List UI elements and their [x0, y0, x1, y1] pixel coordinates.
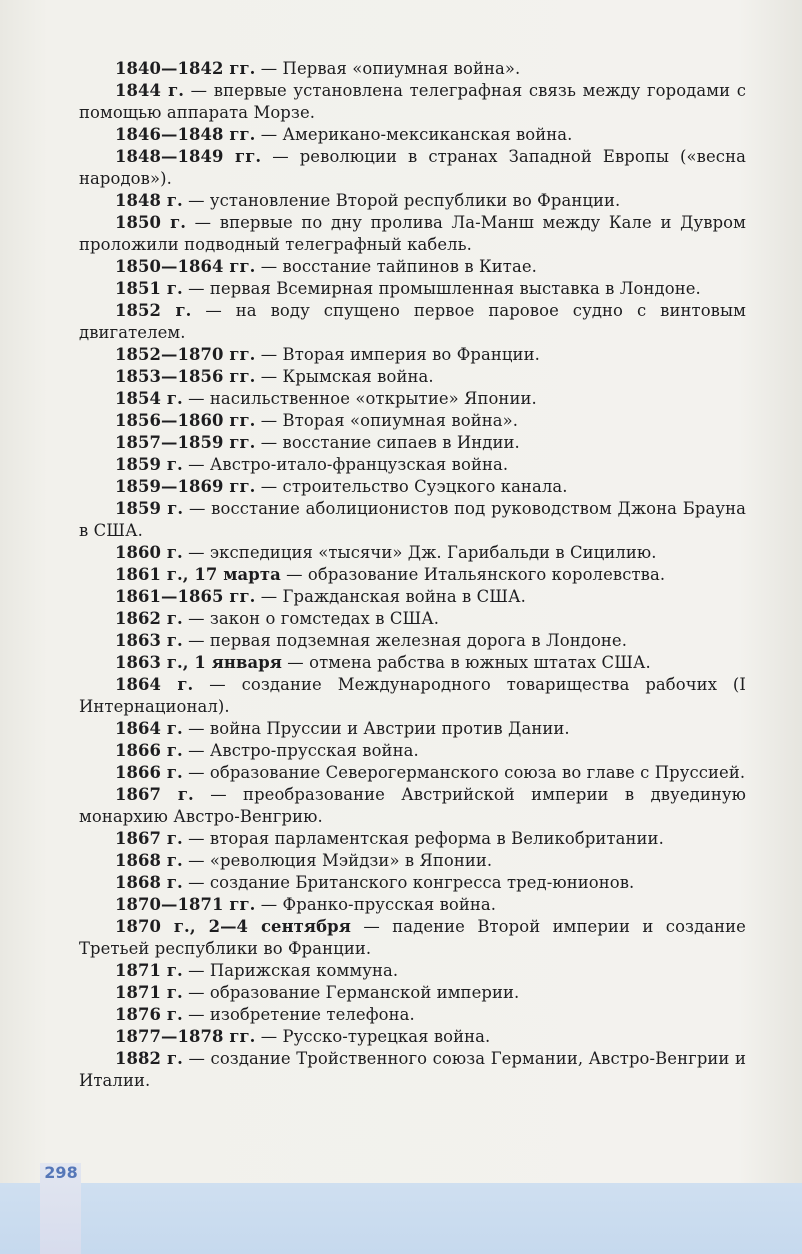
chronology-entry: [79, 916, 746, 960]
entry-text: — Первая «опиумная война».: [255, 59, 521, 78]
chronology-entry: [79, 564, 746, 586]
entry-date: 1871 г.: [115, 983, 183, 1002]
entry-date: 1859—1869 гг.: [115, 477, 256, 496]
entry-text: — образование Северогерманского союза во главе с Пруссией.: [182, 763, 746, 782]
entry-text: — Вторая «опиумная война».: [255, 411, 519, 430]
chronology-entry: [79, 278, 746, 300]
entry-text: — Австро-итало-французская война.: [182, 455, 509, 474]
entry-text: — Парижская коммуна.: [182, 961, 399, 980]
chronology-entry: [79, 124, 746, 146]
entry-text: — Гражданская война в США.: [255, 587, 526, 606]
chronology-entry: [79, 1026, 746, 1048]
entry-date: 1861—1865 гг.: [115, 587, 256, 606]
chronology-entry: [79, 872, 746, 894]
entry-date: 1882 г.: [115, 1049, 183, 1068]
chronology-entry: [79, 1004, 746, 1026]
chronology-entry: [79, 476, 746, 498]
entry-text: — создание Тройственного союза Германии, Австро-Венгрии и Италии.: [79, 1049, 747, 1090]
entry-date: 1852 г.: [115, 301, 192, 320]
entry-date: 1848—1849 гг.: [115, 147, 262, 166]
entry-text: — впервые по дну пролива Ла-Манш между Кале и Дувром проложили подводный телеграфный кабель.: [79, 213, 746, 254]
entry-text: — впервые установлена телеграфная связь между городами с помощью аппарата Морзе.: [79, 81, 746, 122]
chronology-entry: [79, 982, 746, 1004]
entry-date: 1848 г.: [115, 191, 183, 210]
chronology-entry: [79, 410, 746, 432]
entry-text: — вторая парламентская реформа в Великобритании.: [182, 829, 664, 848]
entry-date: 1853—1856 гг.: [115, 367, 256, 386]
chronology-entry: [79, 762, 746, 784]
entry-date: 1866 г.: [115, 741, 183, 760]
entry-text: — восстание сипаев в Индии.: [255, 433, 520, 452]
chronology-entry: [79, 388, 746, 410]
entry-date: 1846—1848 гг.: [115, 125, 256, 144]
entry-date: 1877—1878 гг.: [115, 1027, 256, 1046]
chronology-entry: [79, 586, 746, 608]
entry-text: — образование Итальянского королевства.: [280, 565, 666, 584]
entry-text: — отмена рабства в южных штатах США.: [281, 653, 651, 672]
chronology-entry: [79, 652, 746, 674]
entry-date: 1864 г.: [115, 719, 183, 738]
entry-text: — падение Второй империи и создание Третьей республики во Франции.: [79, 917, 746, 958]
entry-date: 1868 г.: [115, 873, 183, 892]
chronology-entry: [79, 366, 746, 388]
chronology-entry: [79, 58, 746, 80]
entry-date: 1861 г., 17 марта: [115, 565, 281, 584]
chronology-entry: [79, 784, 746, 828]
chronology-entry: [79, 674, 746, 718]
chronology-entry: [79, 542, 746, 564]
entry-text: — первая Всемирная промышленная выставка в Лондоне.: [182, 279, 701, 298]
chronology-entry: [79, 344, 746, 366]
entry-date: 1866 г.: [115, 763, 183, 782]
chronology-entry: [79, 608, 746, 630]
chronology-entry: [79, 718, 746, 740]
entry-date: 1876 г.: [115, 1005, 183, 1024]
entry-date: 1867 г.: [115, 829, 183, 848]
entry-date: 1850—1864 гг.: [115, 257, 256, 276]
chronology-entry: [79, 432, 746, 454]
chronology-entry: [79, 498, 746, 542]
entry-date: 1870 г., 2—4 сентября: [115, 917, 351, 936]
entry-date: 1870—1871 гг.: [115, 895, 256, 914]
entry-date: 1859 г.: [115, 455, 183, 474]
entry-text: — на воду спущено первое паровое судно с винтовым двигателем.: [79, 301, 746, 342]
entry-date: 1863 г.: [115, 631, 183, 650]
chronology-entry: [79, 828, 746, 850]
entry-date: 1851 г.: [115, 279, 183, 298]
chronology-entry: [79, 1048, 746, 1092]
page-number: 298: [44, 1163, 78, 1182]
entry-text: — изобретение телефона.: [182, 1005, 415, 1024]
entry-date: 1864 г.: [115, 675, 194, 694]
entry-date: 1867 г.: [115, 785, 194, 804]
chronology-entry: [79, 146, 746, 190]
entry-date: 1862 г.: [115, 609, 183, 628]
entry-date: 1856—1860 гг.: [115, 411, 256, 430]
entry-date: 1850 г.: [115, 213, 187, 232]
entry-text: — «революция Мэйдзи» в Японии.: [182, 851, 493, 870]
entry-date: 1868 г.: [115, 851, 183, 870]
entry-text: — закон о гомстедах в США.: [182, 609, 440, 628]
chronology-list: [79, 58, 746, 1092]
chronology-entry: [79, 454, 746, 476]
entry-date: 1844 г.: [115, 81, 185, 100]
entry-text: — насильственное «открытие» Японии.: [182, 389, 537, 408]
entry-date: 1854 г.: [115, 389, 183, 408]
chronology-entry: [79, 212, 746, 256]
chronology-entry: [79, 80, 746, 124]
chronology-entry: [79, 190, 746, 212]
entry-text: — первая подземная железная дорога в Лондоне.: [182, 631, 628, 650]
entry-text: — Крымская война.: [255, 367, 434, 386]
entry-text: — экспедиция «тысячи» Дж. Гарибальди в Сицилию.: [182, 543, 657, 562]
entry-text: — создание Британского конгресса тред-юнионов.: [182, 873, 635, 892]
entry-date: 1860 г.: [115, 543, 183, 562]
chronology-entry: [79, 894, 746, 916]
entry-text: — восстание аболиционистов под руководством Джона Брауна в США.: [79, 499, 746, 540]
entry-date: 1863 г., 1 января: [115, 653, 282, 672]
chronology-entry: [79, 630, 746, 652]
entry-text: — Австро-прусская война.: [182, 741, 419, 760]
entry-text: — Американо-мексиканская война.: [255, 125, 573, 144]
entry-text: — революции в странах Западной Европы («весна народов»).: [79, 147, 746, 188]
entry-text: — Русско-турецкая война.: [255, 1027, 491, 1046]
entry-date: 1859 г.: [115, 499, 184, 518]
footer-band: [0, 1183, 802, 1254]
entry-date: 1840—1842 гг.: [115, 59, 256, 78]
entry-text: — преобразование Австрийской империи в двуединую монархию Австро-Венгрию.: [79, 785, 746, 826]
chronology-entry: [79, 850, 746, 872]
entry-text: — образование Германской империи.: [182, 983, 520, 1002]
entry-text: — восстание тайпинов в Китае.: [255, 257, 537, 276]
entry-text: — установление Второй республики во Франции.: [182, 191, 621, 210]
entry-text: — строительство Суэцкого канала.: [255, 477, 568, 496]
chronology-entry: [79, 300, 746, 344]
entry-date: 1857—1859 гг.: [115, 433, 256, 452]
entry-date: 1871 г.: [115, 961, 183, 980]
entry-text: — Франко-прусская война.: [255, 895, 497, 914]
entry-date: 1852—1870 гг.: [115, 345, 256, 364]
entry-text: — создание Международного товарищества рабочих (I Интернационал).: [79, 675, 746, 716]
chronology-entry: [79, 740, 746, 762]
entry-text: — Вторая империя во Франции.: [255, 345, 540, 364]
chronology-entry: [79, 960, 746, 982]
entry-text: — война Пруссии и Австрии против Дании.: [182, 719, 570, 738]
chronology-entry: [79, 256, 746, 278]
